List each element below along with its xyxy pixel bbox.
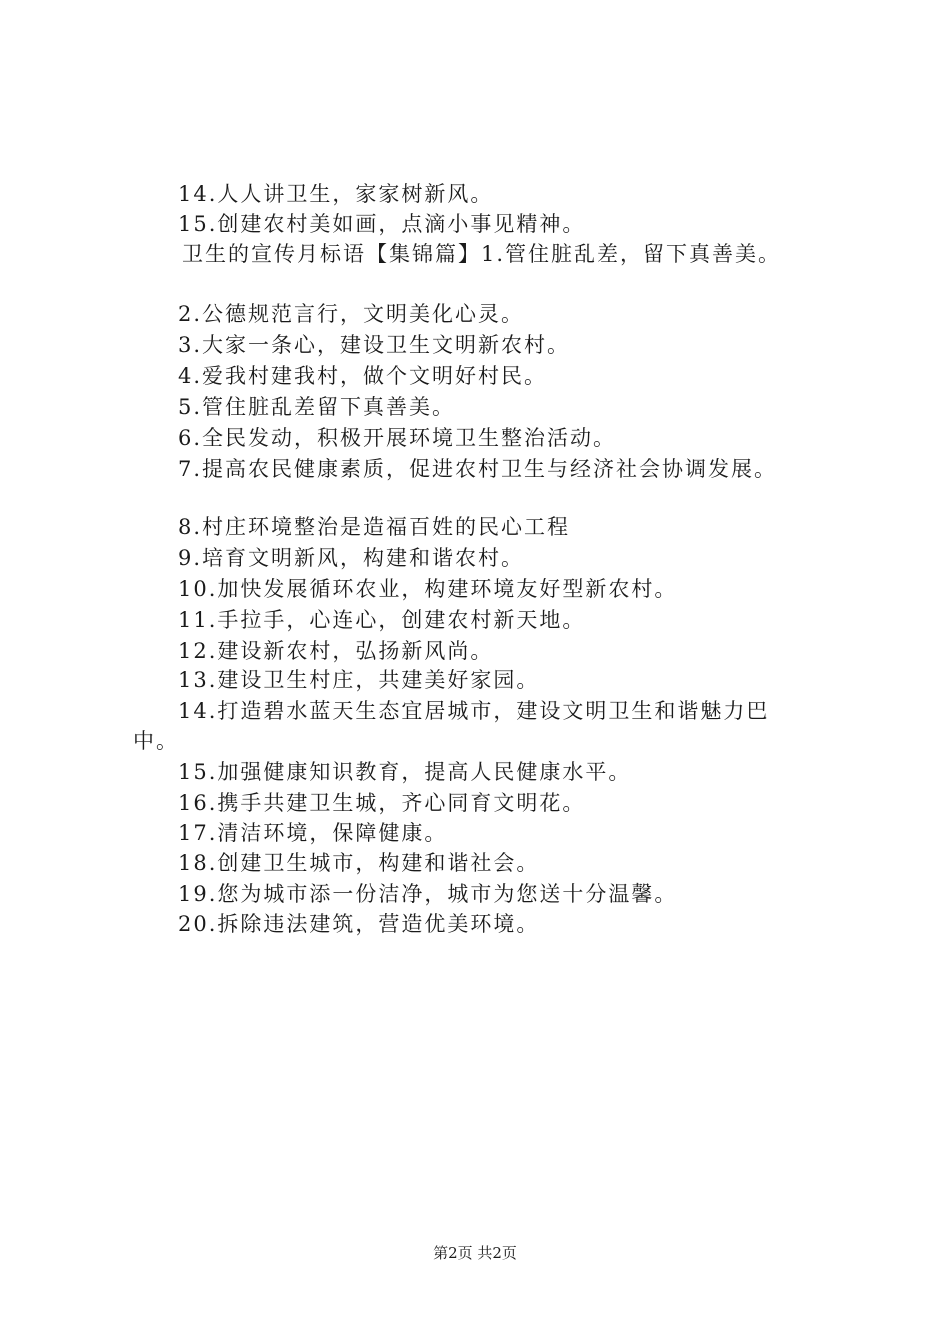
text-line: 15.加强健康知识教育，提高人民健康水平。 bbox=[178, 760, 632, 784]
text-line: 18.创建卫生城市，构建和谐社会。 bbox=[178, 851, 540, 875]
text-line: 7.提高农民健康素质，促进农村卫生与经济社会协调发展。 bbox=[178, 457, 778, 481]
section-heading-line: 卫生的宣传月标语【集锦篇】1.管住脏乱差，留下真善美。 bbox=[182, 242, 782, 266]
page-footer: 第2页 共2页 bbox=[433, 1244, 517, 1262]
text-line: 14.打造碧水蓝天生态宜居城市，建设文明卫生和谐魅力巴 bbox=[178, 699, 770, 723]
text-line: 12.建设新农村，弘扬新风尚。 bbox=[178, 639, 494, 663]
text-line: 15.创建农村美如画，点滴小事见精神。 bbox=[178, 212, 586, 236]
text-line: 9.培育文明新风，构建和谐农村。 bbox=[178, 546, 525, 570]
text-line: 5.管住脏乱差留下真善美。 bbox=[178, 395, 456, 419]
text-line: 2.公德规范言行，文明美化心灵。 bbox=[178, 302, 525, 326]
text-line: 10.加快发展循环农业，构建环境友好型新农村。 bbox=[178, 577, 678, 601]
text-line: 3.大家一条心，建设卫生文明新农村。 bbox=[178, 333, 571, 357]
text-line: 16.携手共建卫生城，齐心同育文明花。 bbox=[178, 791, 586, 815]
text-line: 6.全民发动，积极开展环境卫生整治活动。 bbox=[178, 426, 617, 450]
text-line: 19.您为城市添一份洁净，城市为您送十分温馨。 bbox=[178, 882, 678, 906]
text-line: 4.爱我村建我村，做个文明好村民。 bbox=[178, 364, 548, 388]
text-line: 20.拆除违法建筑，营造优美环境。 bbox=[178, 912, 540, 936]
text-line: 13.建设卫生村庄，共建美好家园。 bbox=[178, 668, 540, 692]
text-line: 11.手拉手，心连心，创建农村新天地。 bbox=[178, 608, 586, 632]
text-line: 14.人人讲卫生，家家树新风。 bbox=[178, 182, 494, 206]
text-line-continuation: 中。 bbox=[133, 729, 179, 753]
text-line: 8.村庄环境整治是造福百姓的民心工程 bbox=[178, 515, 571, 539]
text-line: 17.清洁环境，保障健康。 bbox=[178, 821, 448, 845]
